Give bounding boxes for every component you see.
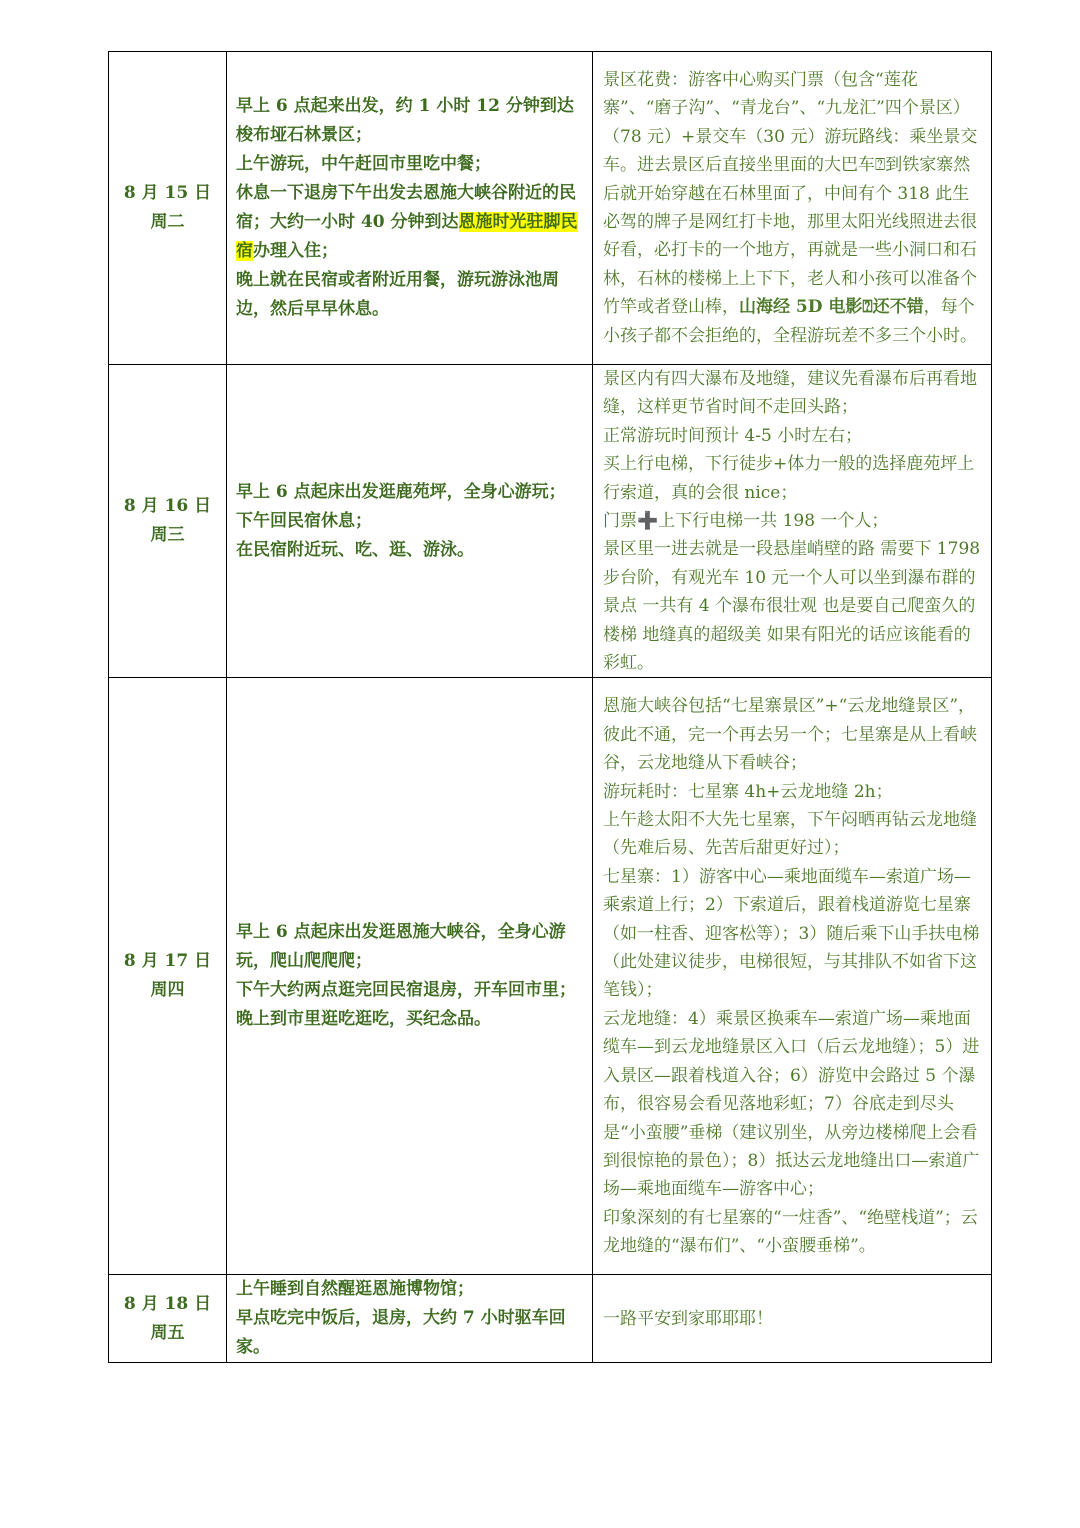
note-line: 云龙地缝：4）乘景区换乘车—索道广场—乘地面缆车—到云龙地缝景区入口（后云龙地缝）；5）进入景区—跟着栈道入谷；6）游览中会路过 5 个瀑布，很容易会看见落地彩虹；7）谷底走到尽头是“小蛮腰”垂梯（建议别坐，从旁边楼梯爬上会看到很惊艳的景色）；8）抵达云龙地缝出口—索道广场—乘地面缆车—游客中心； [603, 1008, 980, 1200]
note-line: 一路平安到家耶耶耶！ [603, 1308, 773, 1329]
note-line [603, 507, 983, 535]
plan-text: 休息一下退房下午出发去恩施大峡谷附近的民宿；大约一小时 40 分钟到达 [236, 183, 576, 232]
note-text: ，每个小孩子都不会拒绝的，全程游玩差不多三个小时。 [603, 297, 977, 346]
date-cell [109, 1275, 227, 1363]
plan-text: 办理入住； [253, 241, 338, 261]
weekday-label: 周五 [150, 1322, 185, 1343]
plan-line: 下午回民宿休息； [236, 510, 372, 531]
plan-line [236, 179, 584, 266]
date-label: 8 月 18 日 [123, 1293, 212, 1314]
note-line: 恩施大峡谷包括“七星寨景区”+“云龙地缝景区”，彼此不通，完一个再去另一个；七星寨是从上看峡谷，云龙地缝从下看峡谷； [603, 696, 977, 774]
note-line: 上午趁太阳不大先七星寨，下午闷晒再钻云龙地缝（先难后易、先苦后甜更好过）； [603, 810, 977, 859]
plan-line: 晚上就在民宿或者附近用餐，游玩游泳池周边，然后早早休息。 [236, 270, 559, 319]
notes-cell [593, 365, 992, 678]
plan-cell [227, 678, 593, 1275]
note-line: 正常游玩时间预计 4-5 小时左右； [603, 425, 863, 446]
note-line: 景区里一进去就是一段悬崖峭壁的路 需要下 1798 步台阶，有观光车 10 元一个人可以坐到瀑布群的景点 一共有 4 个瀑布很壮观 也是要自己爬蛮久的楼梯 地缝真的超级美 如果有阳光的话应该能看的彩虹。 [603, 539, 981, 674]
plan-line: 下午大约两点逛完回民宿退房，开车回市里； [236, 980, 576, 1001]
date-cell [109, 365, 227, 678]
notes-cell [593, 678, 992, 1275]
notes-cell [593, 1275, 992, 1363]
notes-cell [593, 52, 992, 365]
plan-line: 早上 6 点起床出发逛恩施大峡谷，全身心游玩，爬山爬爬爬； [236, 922, 566, 972]
plan-cell [227, 1275, 593, 1363]
note-line: 印象深刻的有七星寨的“一炷香”、“绝壁栈道”；云龙地缝的“瀑布们”、“小蛮腰垂梯”。 [603, 1207, 978, 1257]
weekday-label: 周二 [150, 212, 185, 232]
date-label: 8 月 15 日 [123, 183, 212, 203]
note-line: 七星寨：1）游客中心—乘地面缆车—索道广场—乘索道上行；2）下索道后，跟着栈道游览七星寨（如一柱香、迎客松等）；3）随后乘下山手扶电梯（此处建议徒步，电梯很短，与其排队不如省下这笔钱）； [603, 866, 980, 1001]
note-text: 门票 [603, 511, 637, 532]
plan-line: 早上 6 点起床出发逛鹿苑坪，全身心游玩； [236, 481, 566, 502]
weekday-label: 周四 [150, 980, 185, 1001]
note-line: 买上行电梯，下行徒步+体力一般的选择鹿苑坪上行索道，真的会很 nice； [603, 454, 975, 503]
date-label: 8 月 17 日 [123, 951, 212, 972]
plan-cell [227, 52, 593, 365]
note-text: 上下行电梯一共 198 一个人； [658, 511, 889, 532]
table-row [109, 52, 992, 365]
note-line: 景区内有四大瀑布及地缝，建议先看瀑布后再看地缝，这样更节省时间不走回头路； [603, 369, 977, 418]
note-text: 景区花费：游客中心购买门票（包含“莲花寨”、“磨子沟”、“青龙台”、“九龙汇”四个景区）（78 元）+景交车（30 元）游玩路线：乘坐景交车。进去景区后直接坐里面的大巴车⍰到铁家寨然后就开始穿越在石林里面了，中间有个 318 此生必驾的牌子是网红打卡地，那里太阳光线照进去很好看，必打卡的一个地方，再就是一些小洞口和石林，石林的楼梯上上下下，老人和小孩可以准备个竹竿或者登山棒， [603, 69, 978, 318]
plan-line: 上午游玩，中午赶回市里吃中餐； [236, 154, 491, 174]
date-cell [109, 52, 227, 365]
weekday-label: 周三 [150, 525, 185, 546]
plan-line: 上午睡到自然醒逛恩施博物馆； [236, 1279, 474, 1300]
plan-line: 早上 6 点起来出发，约 1 小时 12 分钟到达梭布垭石林景区； [236, 96, 574, 145]
plan-line: 在民宿附近玩、吃、逛、游泳。 [236, 539, 474, 560]
date-label: 8 月 16 日 [123, 496, 212, 517]
date-cell [109, 678, 227, 1275]
plus-icon: ➕ [637, 511, 659, 532]
plan-line: 早点吃完中饭后，退房，大约 7 小时驱车回家。 [236, 1308, 566, 1358]
plan-line: 晚上到市里逛吃逛吃，买纪念品。 [236, 1009, 491, 1030]
highlighted-homestay-name: 恩施时光驻脚民宿 [236, 212, 578, 261]
table-row [109, 1275, 992, 1363]
table-row [109, 365, 992, 678]
plan-cell [227, 365, 593, 678]
note-bold-text: 山海经 5D 电影⍰还不错 [739, 297, 924, 318]
itinerary-table [108, 51, 992, 1363]
note-line: 游玩耗时：七星寨 4h+云龙地缝 2h； [603, 781, 893, 802]
table-row [109, 678, 992, 1275]
